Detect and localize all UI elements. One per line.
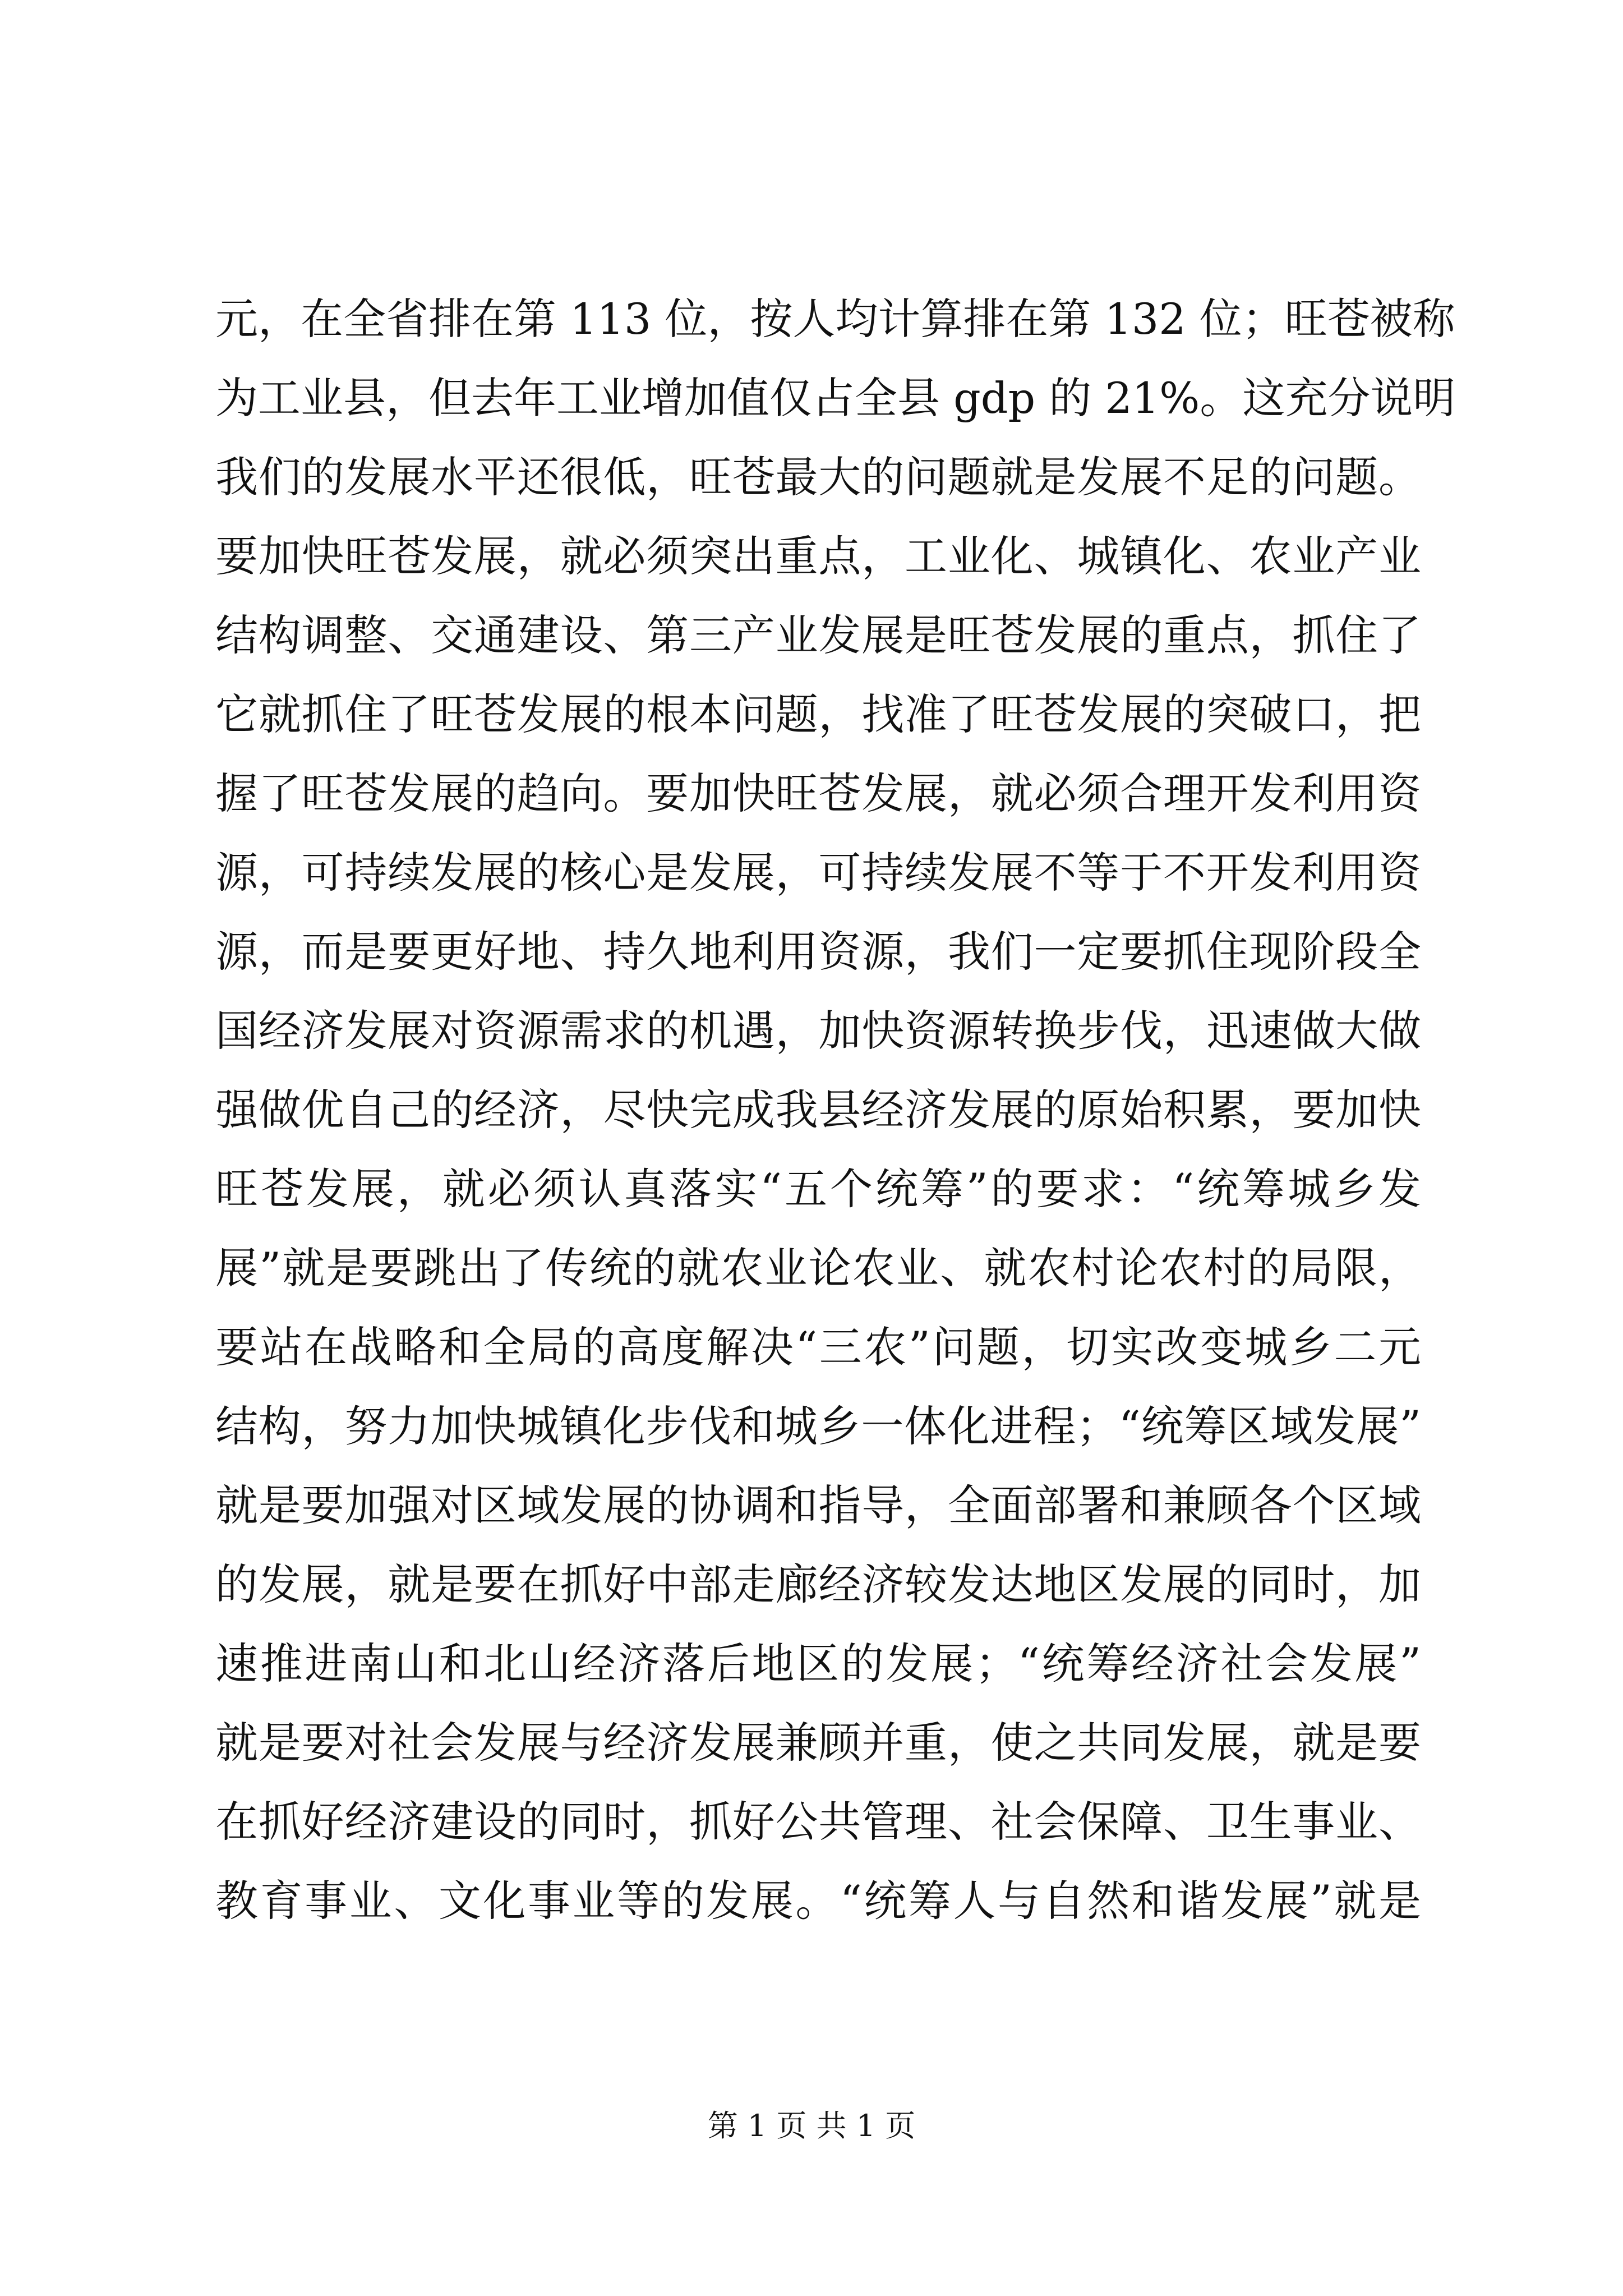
page-footer: [0, 2106, 1623, 2146]
text-line: 握了旺苍发展的趋向。要加快旺苍发展，就必须合理开发利用资: [215, 769, 1421, 818]
text-line: 结构调整、交通建设、第三产业发展是旺苍发展的重点，抓住了: [215, 610, 1421, 660]
text-line: 元，在全省排在第 113 位，按人均计算排在第 132 位；旺苍被称: [215, 294, 1455, 344]
body-text: [215, 279, 1456, 1940]
text-line: 就是要加强对区域发展的协调和指导，全面部署和兼顾各个区域: [215, 1480, 1421, 1530]
text-line: 的发展，就是要在抓好中部走廊经济较发达地区发展的同时，加: [215, 1559, 1421, 1609]
text-line: 国经济发展对资源需求的机遇，加快资源转换步伐，迅速做大做: [215, 1006, 1421, 1056]
text-line: 要加快旺苍发展，就必须突出重点，工业化、城镇化、农业产业: [215, 531, 1421, 581]
text-line: 源，而是要更好地、持久地利用资源，我们一定要抓住现阶段全: [215, 927, 1421, 977]
text-line: 在抓好经济建设的同时，抓好公共管理、社会保障、卫生事业、: [215, 1797, 1421, 1847]
text-line: 就是要对社会发展与经济发展兼顾并重，使之共同发展，就是要: [215, 1718, 1421, 1768]
page-number-label: 第 1 页 共 1 页: [707, 2108, 916, 2143]
text-line: 教育事业、文化事业等的发展。“统筹人与自然和谐发展”就是: [215, 1876, 1421, 1926]
text-line: 为工业县，但去年工业增加值仅占全县 gdp 的 21%。这充分说明: [215, 373, 1456, 423]
text-line: 强做优自己的经济，尽快完成我县经济发展的原始积累，要加快: [215, 1085, 1421, 1135]
text-line: 旺苍发展，就必须认真落实“五个统筹”的要求：“统筹城乡发: [215, 1164, 1421, 1214]
text-line: 我们的发展水平还很低，旺苍最大的问题就是发展不足的问题。: [215, 452, 1421, 502]
text-line: 速推进南山和北山经济落后地区的发展；“统筹经济社会发展”: [215, 1639, 1421, 1688]
text-line: 结构，努力加快城镇化步伐和城乡一体化进程；“统筹区域发展”: [215, 1401, 1421, 1451]
text-line: 它就抓住了旺苍发展的根本问题，找准了旺苍发展的突破口，把: [215, 689, 1421, 739]
text-line: 源，可持续发展的核心是发展，可持续发展不等于不开发利用资: [215, 848, 1421, 898]
text-line: 要站在战略和全局的高度解决“三农”问题，切实改变城乡二元: [215, 1322, 1421, 1372]
text-line: 展”就是要跳出了传统的就农业论农业、就农村论农村的局限，: [215, 1243, 1421, 1293]
